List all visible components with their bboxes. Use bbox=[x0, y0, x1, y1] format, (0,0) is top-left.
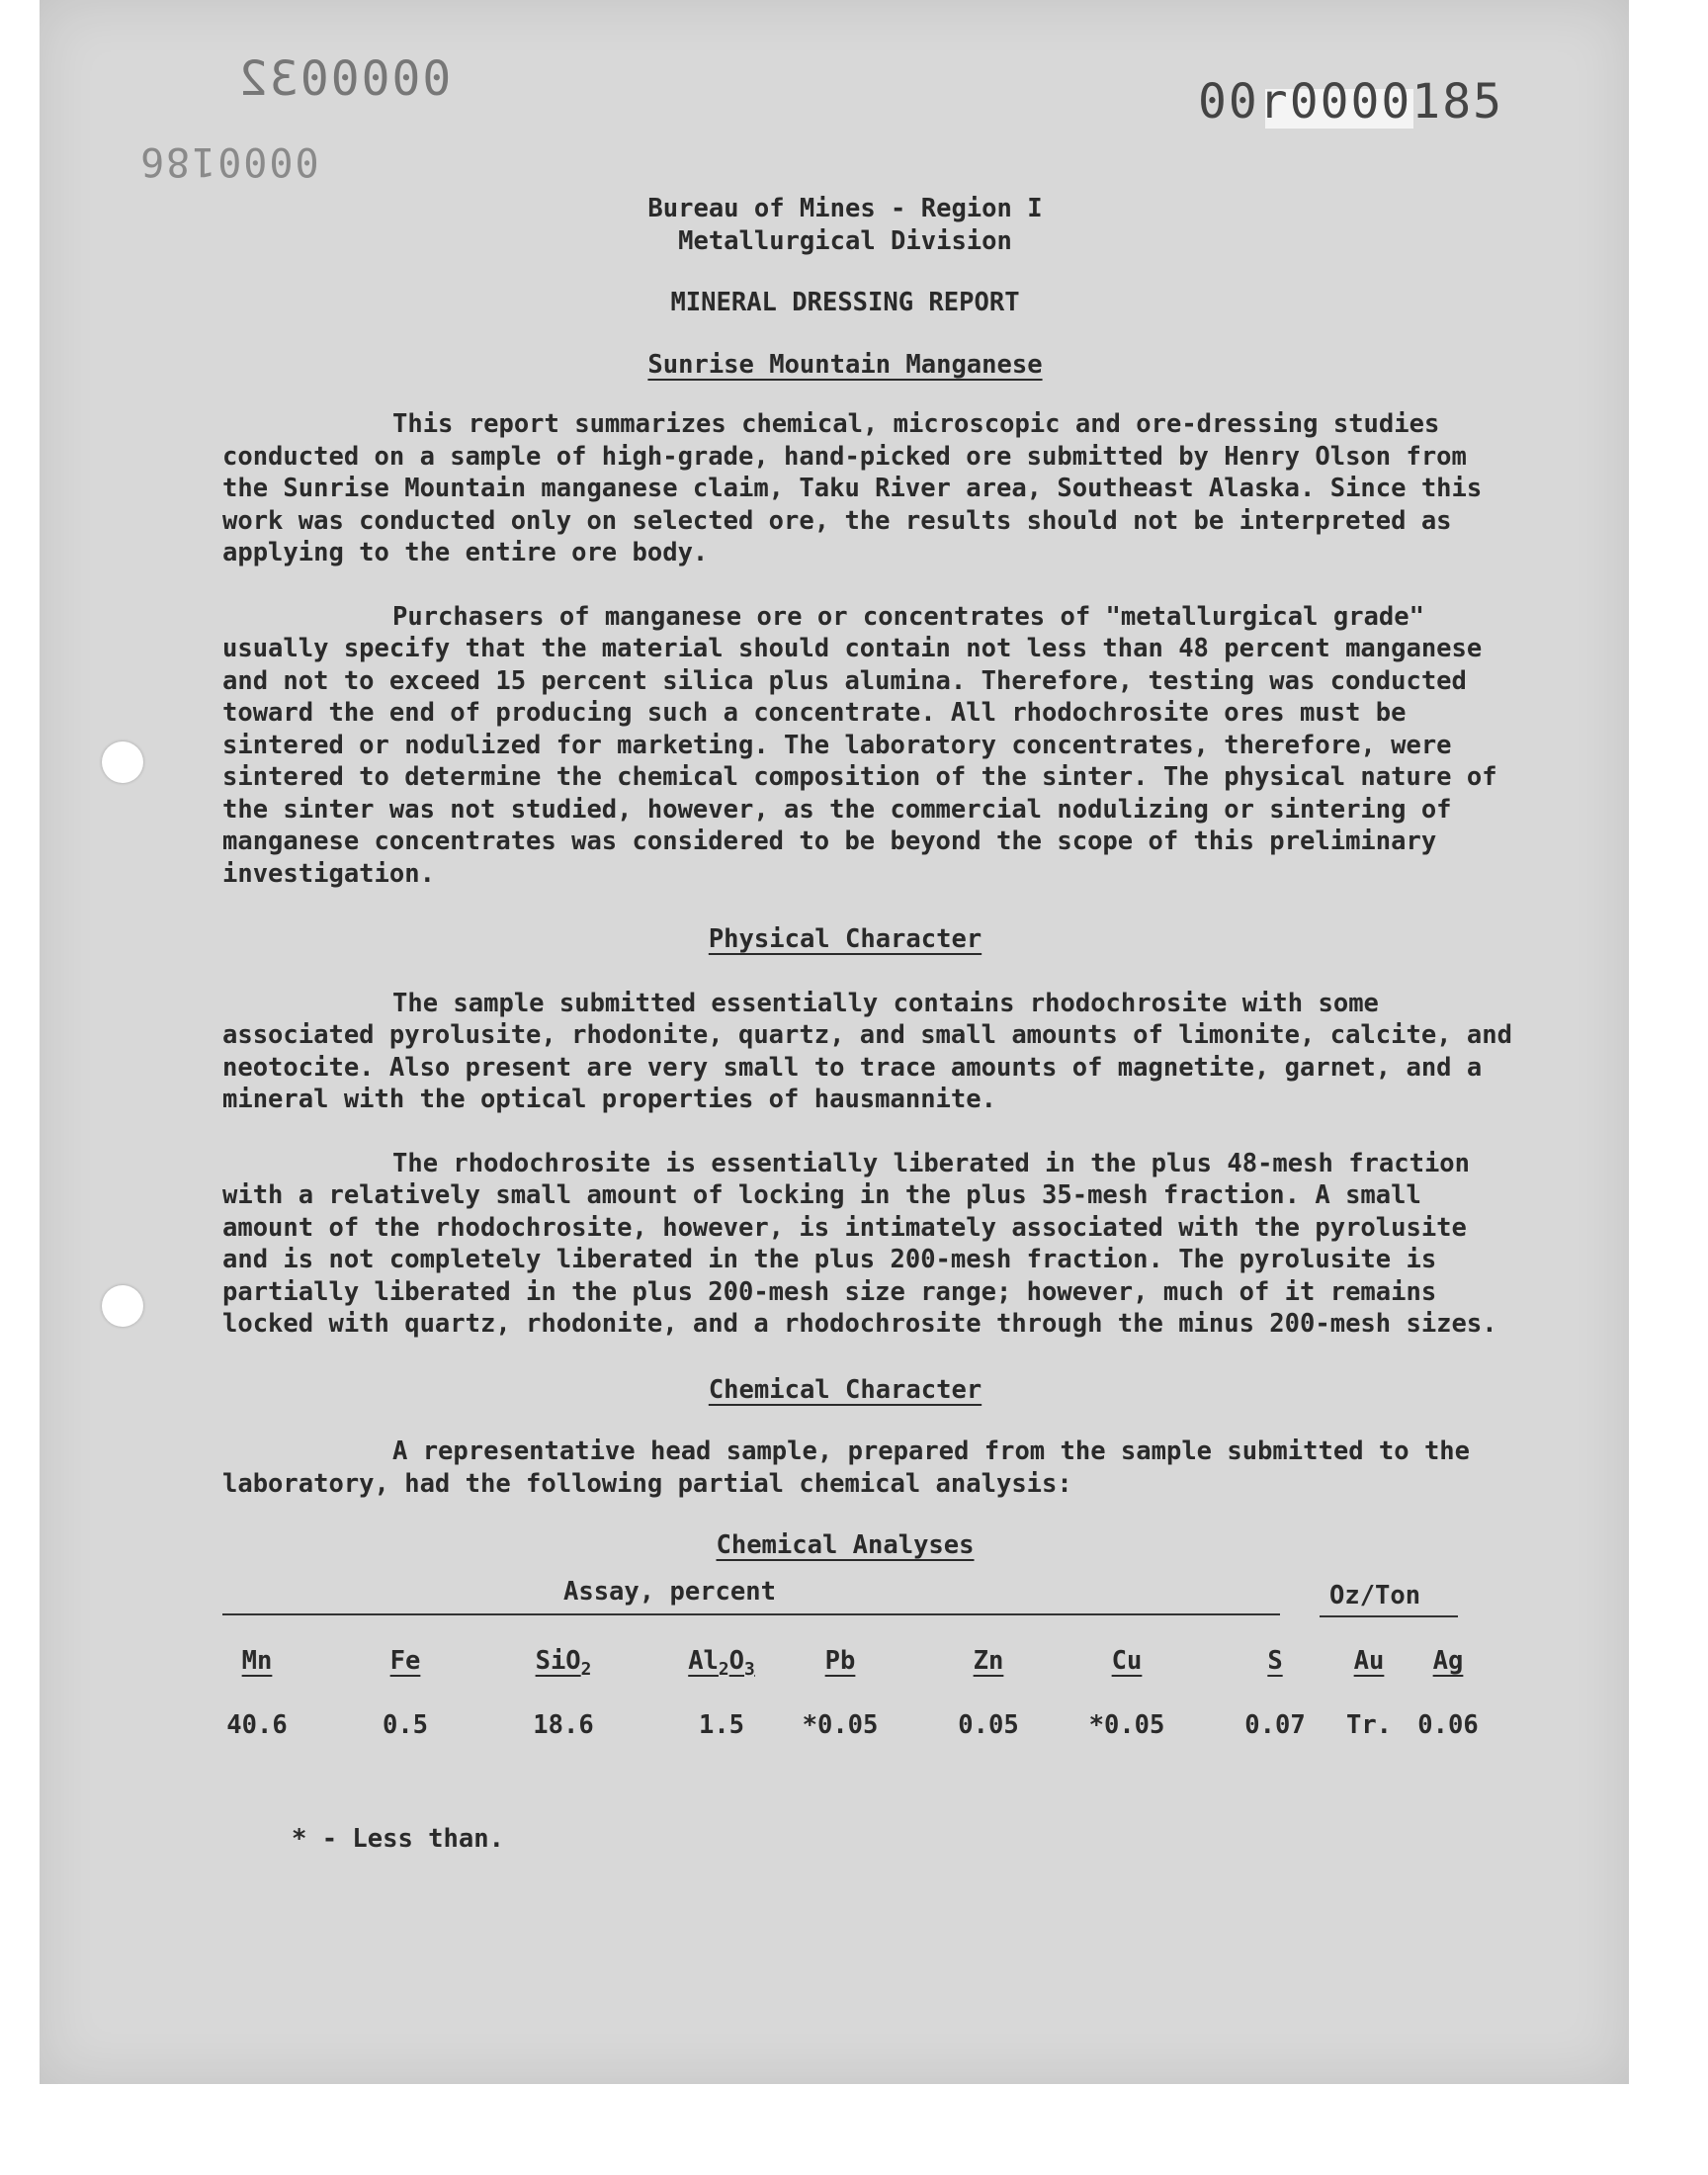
punch-hole-bottom bbox=[102, 1285, 143, 1327]
assay-group-rule bbox=[222, 1613, 1280, 1615]
division-line: Metallurgical Division bbox=[678, 225, 1012, 256]
chemical-heading bbox=[222, 1374, 1468, 1407]
report-title-text: Sunrise Mountain Manganese bbox=[647, 349, 1043, 380]
value-sio2: 18.6 bbox=[533, 1709, 594, 1740]
physical-heading bbox=[222, 923, 1468, 956]
table-title bbox=[222, 1529, 1468, 1562]
value-fe: 0.5 bbox=[382, 1709, 429, 1740]
value-al2o3: 1.5 bbox=[698, 1709, 745, 1740]
chemical-paragraph-1: A representative head sample, prepared from the sample submitted to the laboratory, had the following partial chemical analysis: bbox=[222, 1436, 1471, 1499]
physical-paragraph-2: The rhodochrosite is essentially liberated in the plus 48-mesh fraction with a relatively small amount of locking in the plus 35-mesh fraction. A small amount of the rhodochrosite, however, is intimately associated with the pyrolusite and is not completely liberated in the plus 200-mesh fraction. The pyrolusite is partially liberated in the plus 200-mesh size range; however, much of it remains locked with quartz, rhodonite, and a rhodochrosite through the minus 200-mesh sizes. bbox=[222, 1148, 1497, 1339]
column-header-mn: Mn bbox=[241, 1645, 273, 1676]
value-au: Tr. bbox=[1345, 1709, 1393, 1740]
oz-group-header: Oz/Ton bbox=[1329, 1580, 1421, 1610]
table-title-text: Chemical Analyses bbox=[716, 1530, 975, 1560]
oz-group-rule bbox=[1320, 1615, 1458, 1617]
assay-group-header: Assay, percent bbox=[563, 1576, 776, 1607]
intro-paragraph-2: Purchasers of manganese ore or concentrates of "metallurgical grade" usually specify that the material should contain not less than 48 percent manganese and not to exceed 15 percent silica plus alumina. Therefore, testing was conducted toward the end of producing such a concentrate. All rhodochrosite ores must be sintered or nodulized for marketing. The laboratory concentrates, therefore, were sintered to determine the chemical composition of the sinter. The physical nature of the sinter was not studied, however, as the commercial nodulizing or sintering of manganese concentrates was considered to be beyond the scope of this preliminary investigation. bbox=[222, 601, 1497, 889]
intro-paragraph-1: This report summarizes chemical, microscopic and ore-dressing studies conducted on a sample of high-grade, hand-picked ore submitted by Henry Olson from the Sunrise Mountain manganese claim, Taku River area, Southeast Alaska. Since this work was conducted only on selected ore, the results should not be interpreted as applying to the entire ore body. bbox=[222, 409, 1483, 567]
agency-line: Bureau of Mines - Region I bbox=[647, 194, 1043, 223]
value-s: 0.07 bbox=[1244, 1709, 1306, 1740]
stamp-upside-down-number: 0000186 bbox=[138, 138, 319, 184]
value-pb: *0.05 bbox=[802, 1709, 879, 1740]
value-cu: *0.05 bbox=[1088, 1709, 1165, 1740]
value-mn: 40.6 bbox=[226, 1709, 288, 1740]
physical-paragraph-1: The sample submitted essentially contains rhodochrosite with some associated pyrolusite, rhodonite, quartz, and small amounts of limonite, calcite, and neotocite. Also present are very small to trace amounts of magnetite, garnet, and a mineral with the optical properties of hausmannite. bbox=[222, 988, 1512, 1114]
column-header-cu: Cu bbox=[1111, 1645, 1143, 1676]
column-header-sio2: SiO$_2$ bbox=[535, 1645, 592, 1680]
footnote: * - Less than. bbox=[292, 1823, 504, 1854]
physical-heading-text: Physical Character bbox=[708, 924, 982, 954]
column-header-s: S bbox=[1267, 1645, 1283, 1676]
punch-hole-top bbox=[102, 741, 143, 783]
report-title bbox=[222, 349, 1468, 382]
column-header-ag: Ag bbox=[1432, 1645, 1464, 1676]
report-type: MINERAL DRESSING REPORT bbox=[670, 288, 1020, 317]
column-header-al2o3: $Al_2O_3$ bbox=[688, 1645, 755, 1680]
column-header-fe: Fe bbox=[389, 1645, 421, 1676]
analysis-table bbox=[222, 1576, 1517, 1803]
stamp-mirrored-number: 0000032 bbox=[237, 51, 452, 107]
column-header-zn: Zn bbox=[973, 1645, 1004, 1676]
chemical-heading-text: Chemical Character bbox=[708, 1374, 982, 1405]
stamp-document-number: 00r0000185 bbox=[1198, 74, 1503, 130]
column-header-au: Au bbox=[1353, 1645, 1385, 1676]
report-body bbox=[222, 193, 1517, 1855]
value-zn: 0.05 bbox=[958, 1709, 1019, 1740]
value-ag: 0.06 bbox=[1417, 1709, 1479, 1740]
column-header-pb: Pb bbox=[824, 1645, 856, 1676]
